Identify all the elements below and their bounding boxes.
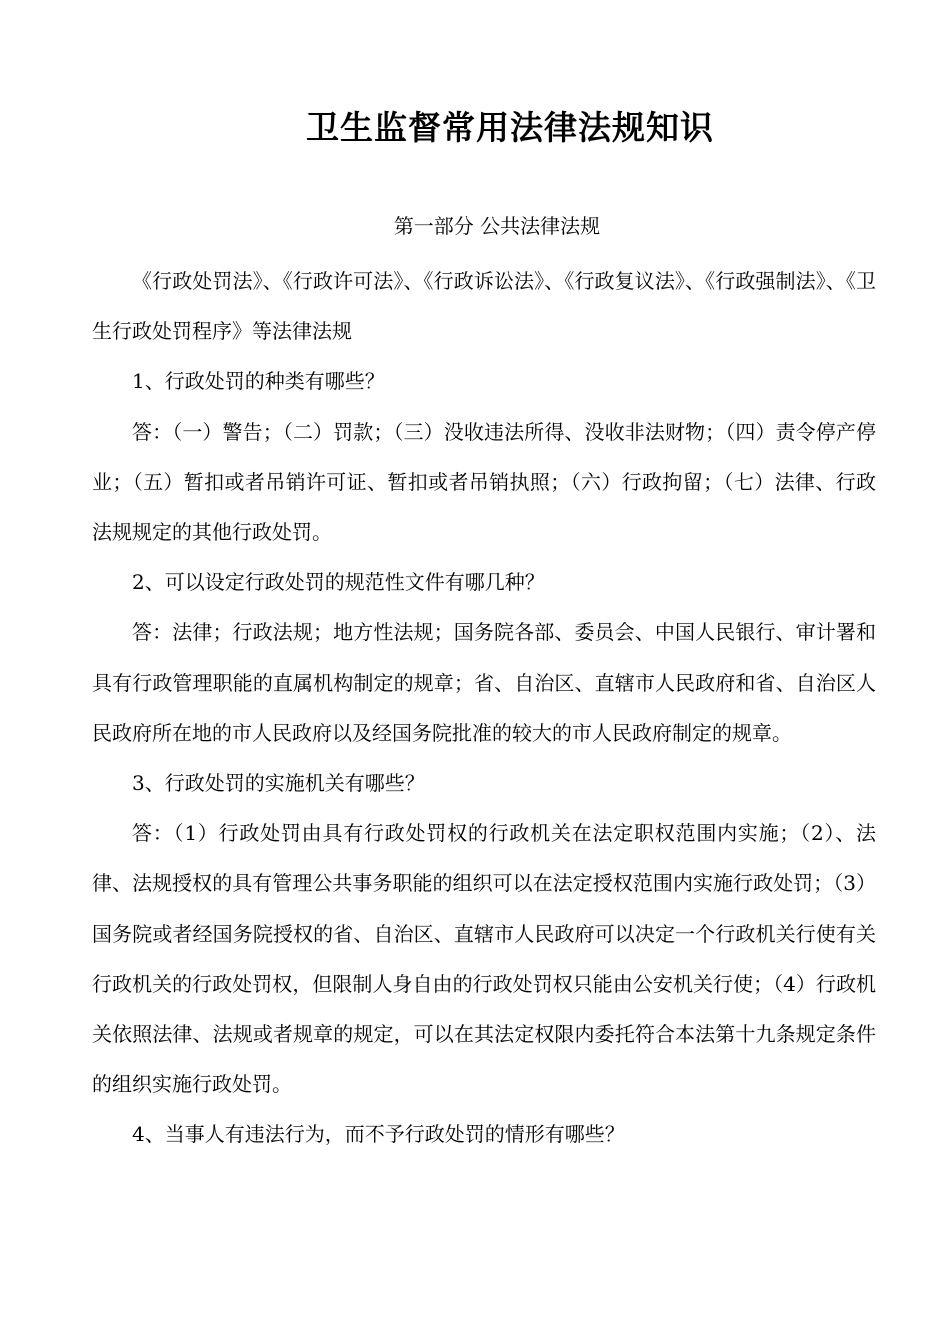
document-body [92, 256, 876, 1160]
answer-1: 答：（一）警告；（二）罚款；（三）没收违法所得、没收非法财物；（四）责令停产停业；（五）暂扣或者吊销许可证、暂扣或者吊销执照；（六）行政拘留；（七）法律、行政法规规定的其他行政处罚。 [92, 419, 876, 545]
answer-3: 答：（1）行政处罚由具有行政处罚权的行政机关在法定职权范围内实施；（2）、法律、法规授权的具有管理公共事务职能的组织可以在法定授权范围内实施行政处罚；（3）国务院或者经国务院授权的省、自治区、直辖市人民政府可以决定一个行政机关行使有关行政机关的行政处罚权，但限制人身自由的行政处罚权只能由公安机关行使；（4）行政机关依照法律、法规或者规章的规定，可以在其法定权限内委托符合本法第十九条规定条件的组织实施行政处罚。 [92, 821, 876, 1097]
question-2: 2、可以设定行政处罚的规范性文件有哪几种？ [132, 570, 545, 595]
question-1: 1、行政处罚的种类有哪些？ [132, 369, 385, 394]
question-4: 4、当事人有违法行为，而不予行政处罚的情形有哪些？ [132, 1122, 625, 1147]
part-heading: 第一部分 公共法律法规 [393, 214, 601, 238]
question-3: 3、行政处罚的实施机关有哪些？ [132, 771, 425, 796]
answer-2: 答：法律；行政法规；地方性法规；国务院各部、委员会、中国人民银行、审计署和具有行政管理职能的直属机构制定的规章；省、自治区、直辖市人民政府和省、自治区人民政府所在地的市人民政府以及经国务院批准的较大的市人民政府制定的规章。 [92, 620, 876, 745]
intro-paragraph: 《行政处罚法》、《行政许可法》、《行政诉讼法》、《行政复议法》、《行政强制法》、《卫生行政处罚程序》等法律法规 [92, 269, 876, 344]
document-title: 卫生监督常用法律法规知识 [306, 108, 714, 147]
